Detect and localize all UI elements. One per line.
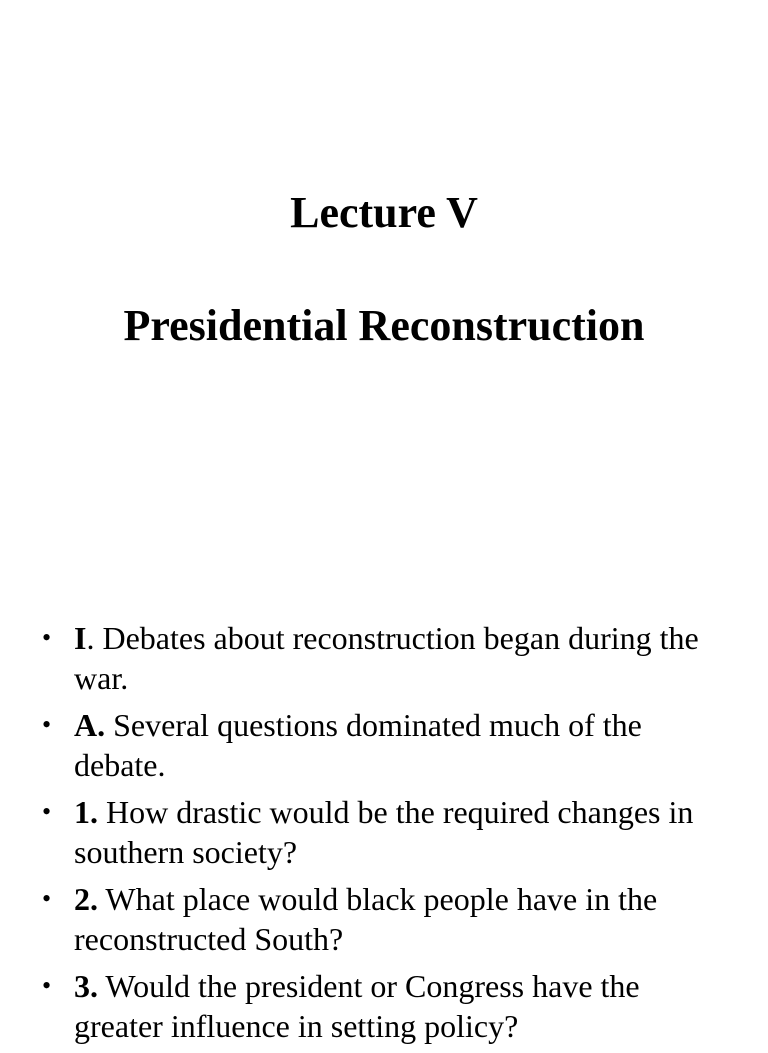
bullet-item bbox=[42, 966, 702, 1046]
bullet-text: How drastic would be the required changes in southern society? bbox=[74, 794, 694, 870]
bullet-item bbox=[42, 618, 702, 698]
bullet-item bbox=[42, 792, 702, 872]
bullet-item bbox=[42, 705, 702, 785]
bullet-marker: 3. bbox=[74, 968, 98, 1004]
bullet-marker: I bbox=[74, 620, 87, 656]
bullet-marker: 2. bbox=[74, 881, 98, 917]
bullet-icon: • bbox=[42, 623, 52, 652]
bullet-icon: • bbox=[42, 971, 52, 1000]
lecture-number-title: Lecture V bbox=[290, 188, 478, 237]
bullet-text: Several questions dominated much of the debate. bbox=[74, 707, 642, 783]
bullet-icon: • bbox=[42, 797, 52, 826]
bullet-text: . Debates about reconstruction began during the war. bbox=[74, 620, 699, 696]
bullet-list bbox=[42, 618, 702, 1053]
bullet-marker: 1. bbox=[74, 794, 98, 830]
bullet-text: What place would black people have in the reconstructed South? bbox=[74, 881, 658, 957]
bullet-icon: • bbox=[42, 710, 52, 739]
bullet-icon: • bbox=[42, 884, 52, 913]
bullet-item bbox=[42, 879, 702, 959]
bullet-marker: A. bbox=[74, 707, 106, 743]
bullet-text: Would the president or Congress have the greater influence in setting policy? bbox=[74, 968, 640, 1044]
lecture-topic-title: Presidential Reconstruction bbox=[123, 301, 645, 350]
